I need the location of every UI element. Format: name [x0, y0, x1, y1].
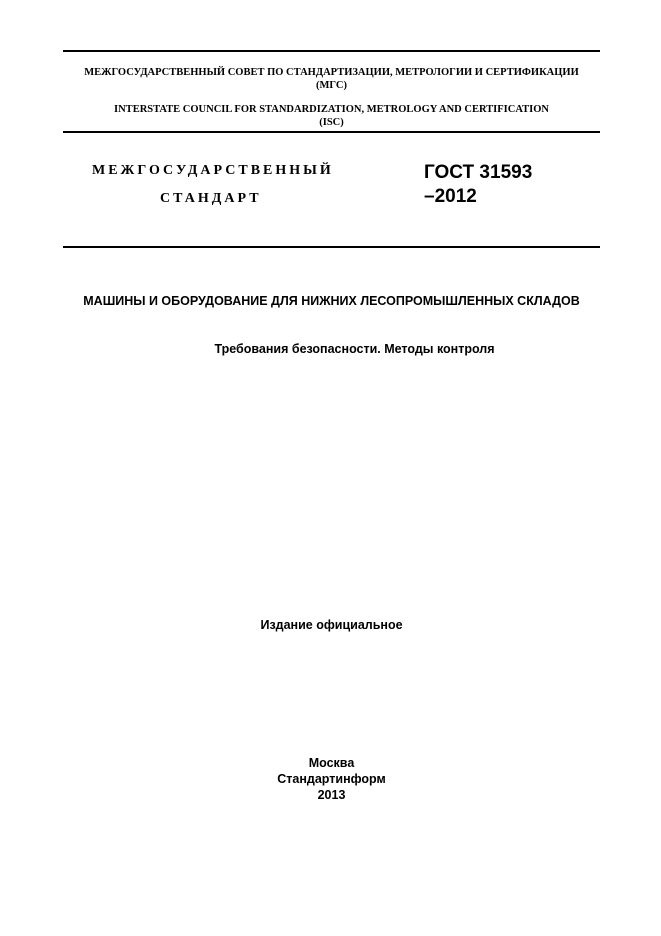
designation-bottom-rule: [63, 246, 600, 248]
standard-type-line1: МЕЖГОСУДАРСТВЕННЫЙ: [92, 163, 334, 178]
document-title: МАШИНЫ И ОБОРУДОВАНИЕ ДЛЯ НИЖНИХ ЛЕСОПРОМЫШЛЕННЫХ СКЛАДОВ: [83, 294, 580, 308]
header-bottom-rule: [63, 131, 600, 133]
edition-label: Издание официальное: [260, 618, 403, 632]
document-subtitle: Требования безопасности. Методы контроля: [214, 342, 495, 356]
council-name-en-line: INTERSTATE COUNCIL FOR STANDARDIZATION, METROLOGY AND CERTIFICATION: [114, 104, 549, 115]
standard-number-line1: ГОСТ 31593: [424, 162, 533, 183]
imprint-city: Москва: [308, 756, 355, 770]
council-abbr-ru: (МГС): [315, 80, 348, 91]
top-rule: [63, 50, 600, 52]
standard-number-line2: –2012: [424, 186, 477, 207]
imprint-year: 2013: [317, 788, 346, 802]
council-abbr-en: (ISC): [319, 117, 344, 128]
imprint: [63, 755, 600, 803]
imprint-publisher: Стандартинформ: [277, 772, 386, 786]
council-name-ru: [63, 66, 600, 92]
standard-type-line2: СТАНДАРТ: [160, 191, 262, 206]
council-name-ru-line: МЕЖГОСУДАРСТВЕННЫЙ СОВЕТ ПО СТАНДАРТИЗАЦИИ, МЕТРОЛОГИИ И СЕРТИФИКАЦИИ: [84, 67, 579, 78]
standard-number: [424, 161, 532, 209]
council-name-en: [63, 103, 600, 129]
